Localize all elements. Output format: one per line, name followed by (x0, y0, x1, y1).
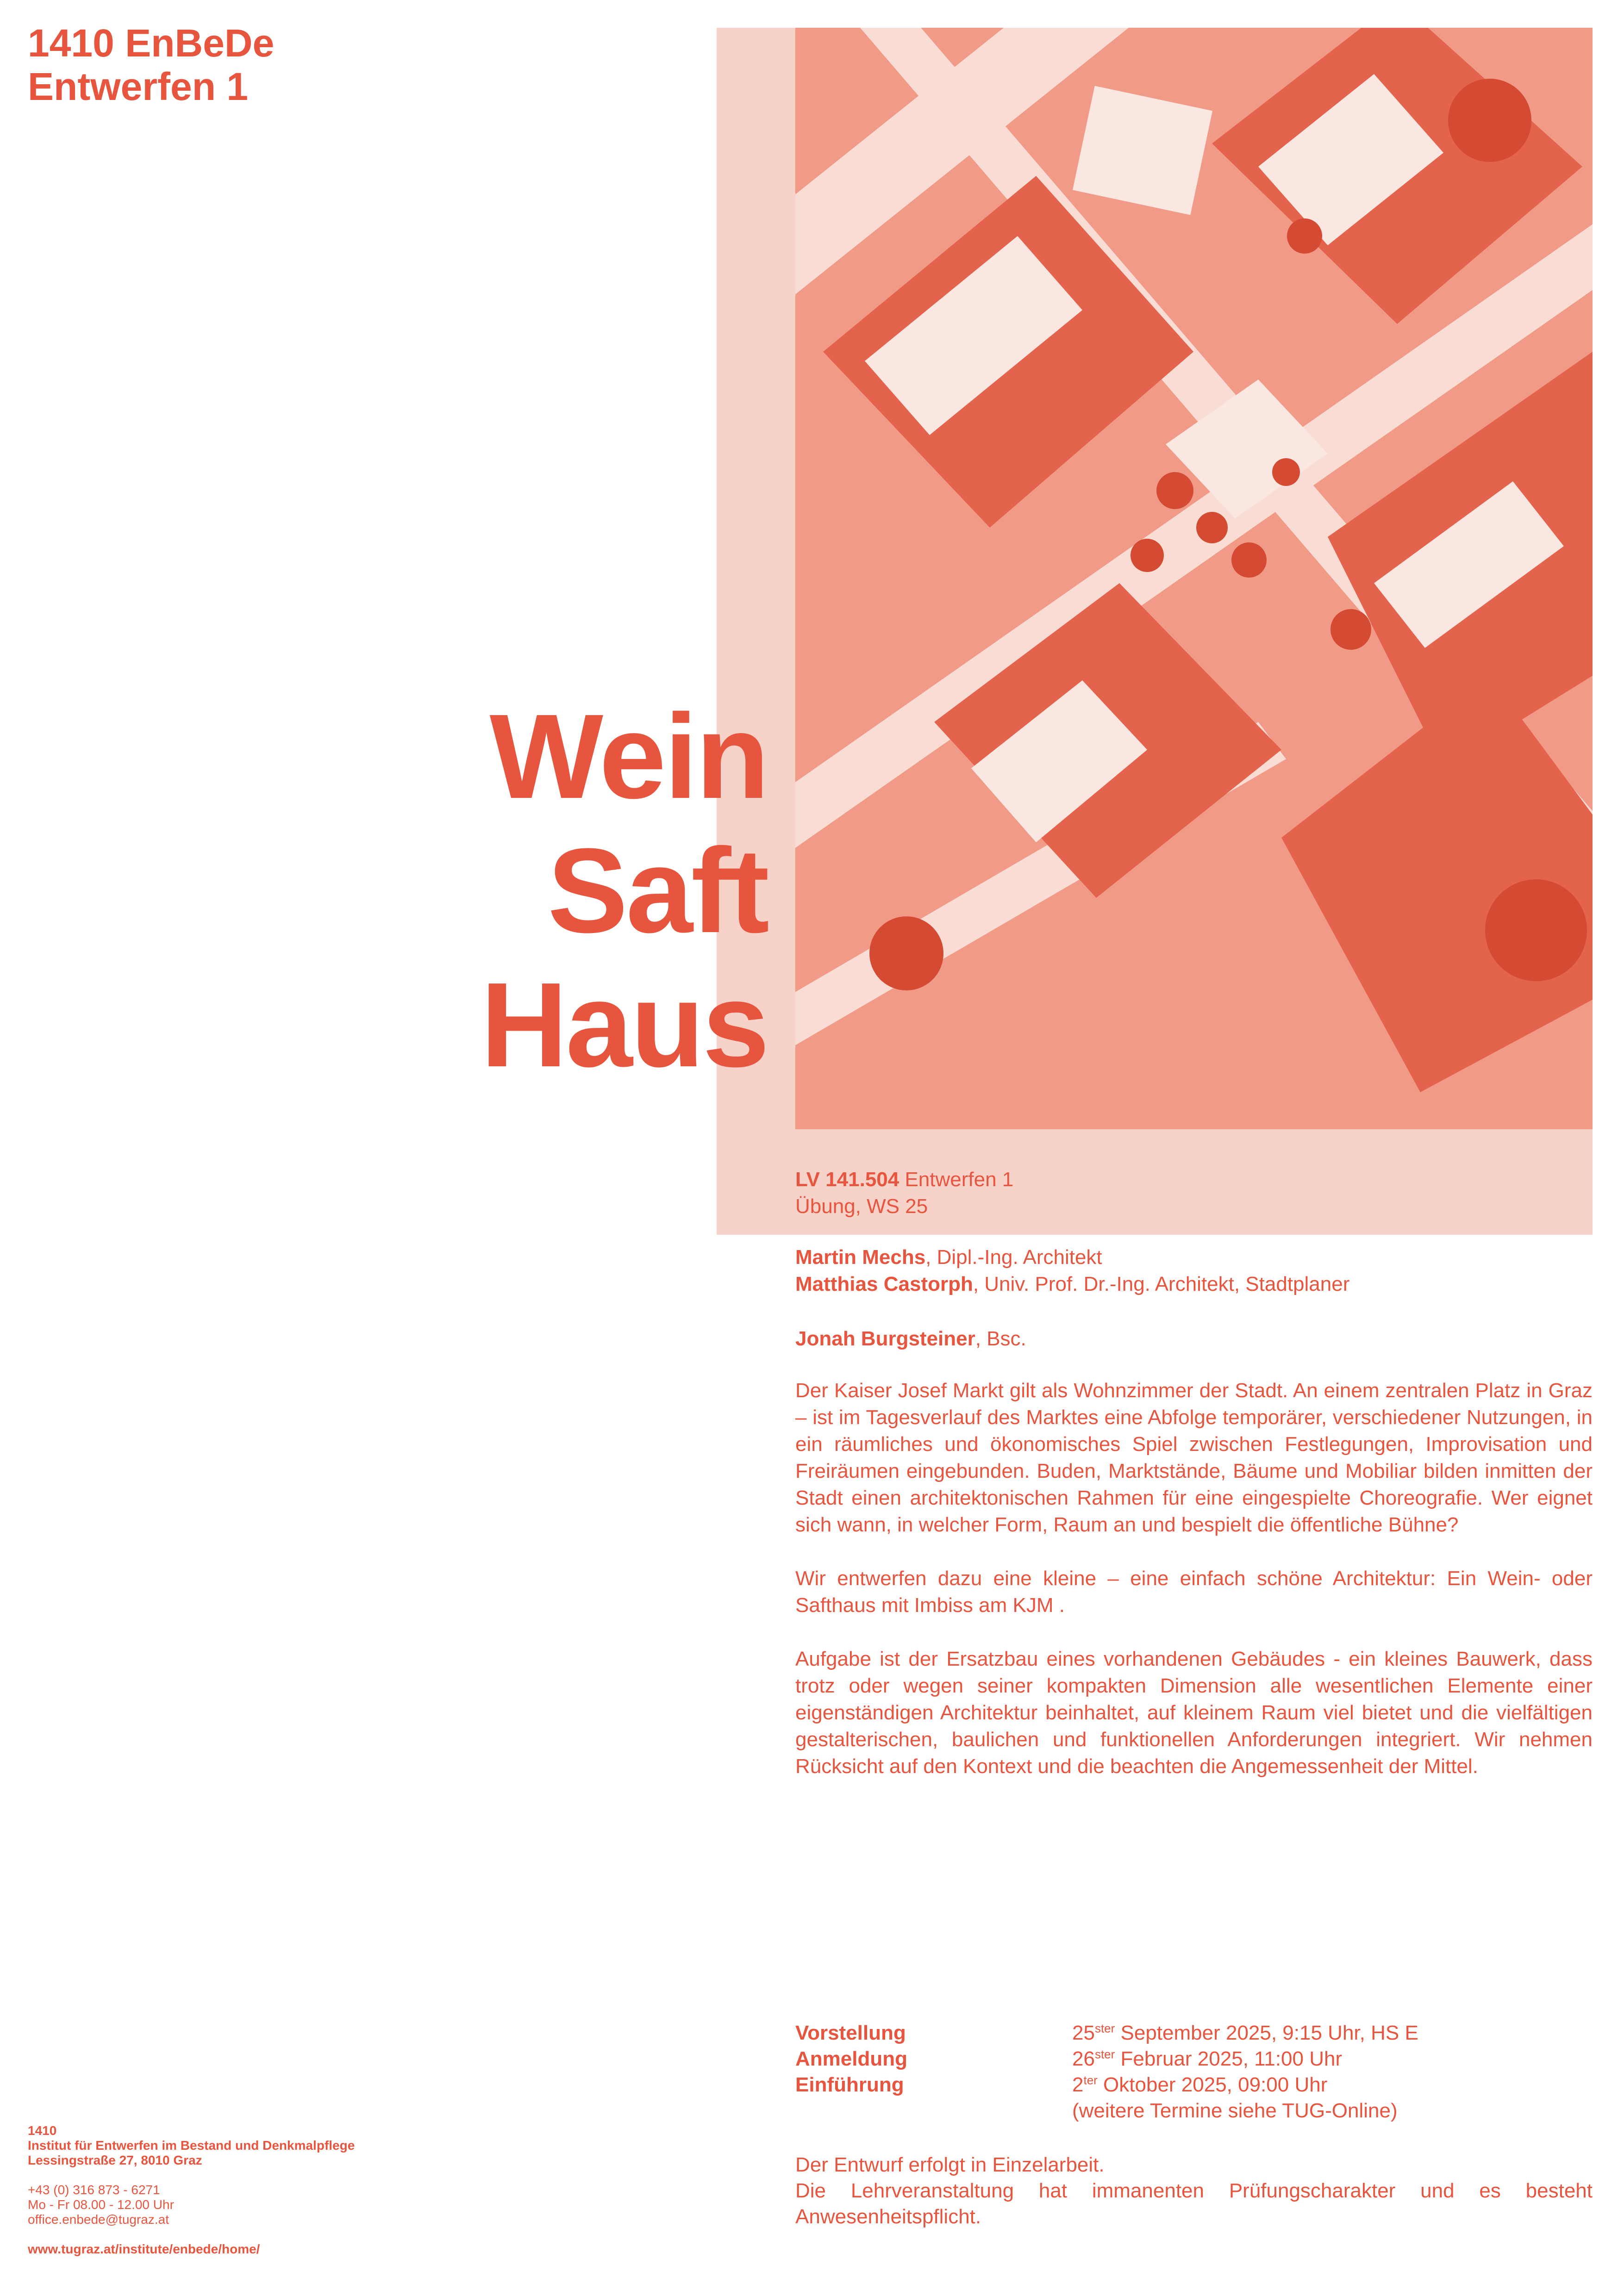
footer-address: Lessingstraße 27, 8010 Graz (28, 2153, 202, 2167)
staff-entry (795, 1271, 1349, 1298)
dates-list (795, 2020, 1418, 2124)
description-paragraph: Der Kaiser Josef Markt gilt als Wohnzimmer der Stadt. An einem zentralen Platz in Graz – ist im Tagesverlauf des Marktes eine Abfolge temporärer, verschiedener Nutzungen, in ein räumliches und ökonomisches Spiel zwischen Festlegungen, Improvisation und Freiräumen eingebunden. Buden, Marktstände, Bäume und Mobiliar bilden inmitten der Stadt einen architektonischen Rahmen für eine eingespielte Choreografie. Wer eignet sich wann, in welcher Form, Raum an und bespielt die öffentliche Bühne? (795, 1379, 1593, 1536)
closing-line: Der Entwurf erfolgt in Einzelarbeit. (795, 2153, 1105, 2176)
course-name: Entwerfen 1 (899, 1168, 1014, 1191)
staff-entry (795, 1244, 1349, 1271)
footer-contact (28, 2123, 355, 2257)
course-info (795, 1166, 1013, 1220)
description-paragraph: Wir entwerfen dazu eine kleine – eine einfach schöne Architektur: Ein Wein- oder Safthaus mit Imbiss am KJM . (795, 1567, 1593, 1617)
title-line-haus: Haus (481, 958, 768, 1092)
footer-url[interactable]: www.tugraz.at/institute/enbede/home/ (28, 2242, 260, 2256)
assistant-role: , Bsc. (975, 1327, 1026, 1350)
date-row-vorstellung (795, 2020, 1418, 2046)
header (28, 21, 274, 108)
date-label: Vorstellung (795, 2022, 906, 2044)
title-line-saft: Saft (547, 824, 768, 958)
aerial-map-image (795, 28, 1593, 1129)
staff-name: Matthias Castorph (795, 1273, 973, 1295)
footer-institute: Institut für Entwerfen im Bestand und Denkmalpflege (28, 2138, 355, 2153)
course-term: Übung, WS 25 (795, 1195, 928, 1218)
closing-line: Die Lehrveranstaltung hat immanenten Prüfungscharakter und es besteht Anwesenheitspflicht. (795, 2179, 1593, 2228)
course-code: LV 141.504 (795, 1168, 899, 1191)
staff-role: , Dipl.-Ing. Architekt (925, 1246, 1102, 1269)
assistant (795, 1325, 1026, 1352)
date-label: Anmeldung (795, 2047, 907, 2070)
date-label: Einführung (795, 2073, 904, 2096)
aerial-photo (795, 28, 1593, 1129)
title-line-wein: Wein (489, 690, 768, 824)
description-paragraph: Aufgabe ist der Ersatzbau eines vorhandenen Gebäudes - ein kleines Bauwerk, dass trotz oder wegen seiner kompakten Dimension alle wesentlichen Elemente einer eigenständigen Architektur beinhaltet, auf kleinem Raum viel bietet und die vielfältigen gestalterischen, baulichen und funktionellen Anforderungen integriert. Wir nehmen Rücksicht auf den Kontext und die beachten die Angemessenheit der Mittel. (795, 1648, 1593, 1778)
description (795, 1377, 1593, 1807)
date-value: $25^{ster}$ September 2025, 9:15 Uhr, HS E (1072, 2021, 1418, 2044)
date-value: $26^{ster}$ Februar 2025, 11:00 Uhr (1072, 2047, 1343, 2070)
footer-code: 1410 (28, 2123, 57, 2138)
staff-name: Martin Mechs (795, 1246, 926, 1269)
date-row-einfuehrung (795, 2072, 1418, 2098)
staff-list (795, 1244, 1349, 1298)
staff-role: , Univ. Prof. Dr.-Ing. Architekt, Stadtplaner (973, 1273, 1350, 1295)
assistant-name: Jonah Burgsteiner (795, 1327, 975, 1350)
date-value: $2^{ter}$ Oktober 2025, 09:00 Uhr (1072, 2073, 1328, 2096)
header-course-name: Entwerfen 1 (28, 65, 249, 108)
footer-hours: Mo - Fr 08.00 - 12.00 Uhr (28, 2197, 174, 2212)
header-institute-code: 1410 EnBeDe (28, 21, 275, 65)
closing-notes (795, 2152, 1593, 2230)
date-row-anmeldung (795, 2046, 1418, 2072)
footer-email[interactable]: office.enbede@tugraz.at (28, 2212, 169, 2227)
date-note-row (795, 2098, 1418, 2124)
poster-title (481, 690, 768, 1092)
date-note: (weitere Termine siehe TUG-Online) (1072, 2099, 1398, 2122)
footer-phone: +43 (0) 316 873 - 6271 (28, 2183, 160, 2197)
